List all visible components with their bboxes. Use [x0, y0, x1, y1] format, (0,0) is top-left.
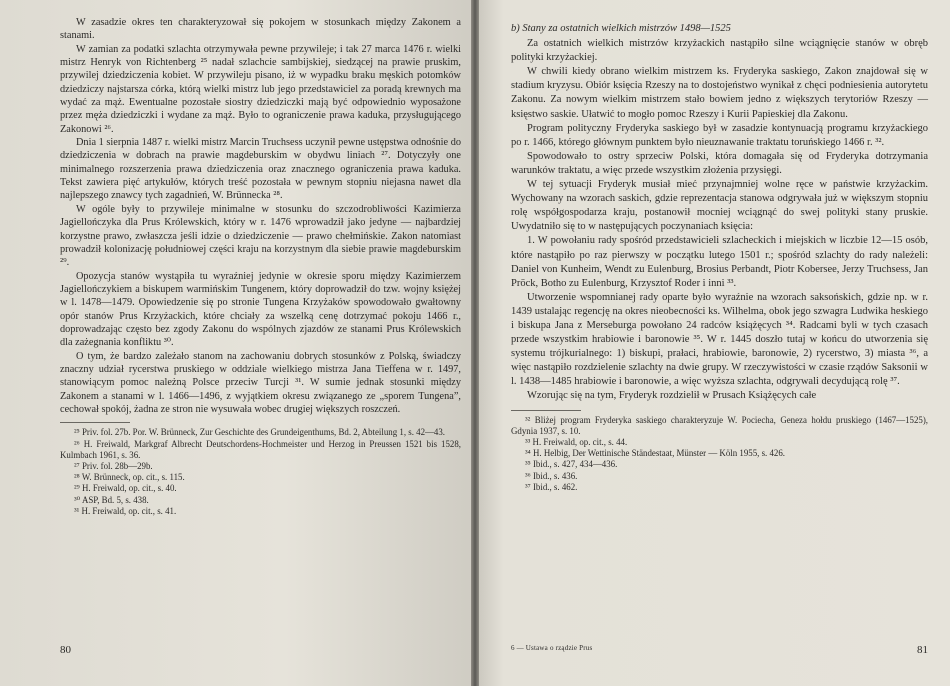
paragraph: Za ostatnich wielkich mistrzów krzyżackich nastąpiło silne wciągnięcie stanów w obręb polityki krzyżackiej.	[511, 38, 928, 64]
paragraph: Opozycja stanów wystąpiła tu wyraźniej jedynie w okresie sporu między Kazimierzem Jagiellończykiem a biskupem warmińskim Tungenem, który doprowadził do tzw. wojny księżej w l. 1478—1479. Opowiedzenie się po stronie Tungena Krzyżaków spowodowało gwałtowny opór stanów Prus Krzyżackich, które chciały za wszelką cenę dotrzymać pokoju 1466 r., doprowadzając często bez zgody Zakonu do wspólnych zjazdów ze stanami Prus Królewskich dla zażegnania konfliktu ³⁰.	[60, 270, 461, 349]
page-number: 81	[917, 644, 928, 656]
footnote: ³⁷ Ibid., s. 462.	[525, 481, 578, 492]
left-footnotes	[60, 427, 461, 517]
footnote-separator	[511, 410, 581, 411]
footnote: ³⁶ Ibid., s. 436.	[525, 470, 578, 481]
paragraph: O tym, że bardzo zależało stanom na zachowaniu dobrych stosunków z Polską, świadczy znaczny udział rycerstwa pruskiego w oddziale wielkiego mistrza Jana Tieffena w r. 1497, stanowiącym pomoc należną Polsce przeciw Turcji ³¹. W sumie jednak stosunki między Zakonem a stanami w l. 1466—1496, z wyjątkiem okresu związanego ze „sporem Tungena”, cechował spokój, żadna ze stron nie wysuwała wobec drugiej większych roszczeń.	[60, 350, 461, 415]
right-page	[475, 0, 950, 686]
section-title: b) Stany za ostatnich wielkich mistrzów 1498—1525	[511, 23, 731, 34]
right-footnotes	[511, 415, 928, 493]
footnote: ³⁰ ASP, Bd. 5, s. 438.	[74, 494, 149, 505]
footnote: ³¹ H. Freiwald, op. cit., s. 41.	[74, 505, 177, 516]
footnote: ²⁶ H. Freiwald, Markgraf Albrecht Deutschordens-Hochmeister und Herzog in Preussen 1521 bis 1528, Kulmbach 1961, s. 36.	[60, 438, 461, 460]
footnote: ²⁸ W. Brünneck, op. cit., s. 115.	[74, 472, 185, 483]
paragraph: W zasadzie okres ten charakteryzował się pokojem w stosunkach między Zakonem a stanami.	[60, 17, 461, 42]
footnote: ³⁵ Ibid., s. 427, 434—436.	[525, 459, 618, 470]
footnote: ³⁴ H. Helbig, Der Wettinische Ständestaat, Münster — Köln 1955, s. 426.	[525, 448, 785, 459]
paragraph: Spowodowało to ostry sprzeciw Polski, która domagała się od Fryderyka dotrzymania warunków traktatu, a więc przede wszystkim złożenia przysięgi.	[511, 150, 928, 176]
paragraph: 1. W powołaniu rady spośród przedstawicieli szlacheckich i miejskich w liczbie 12—15 osób, które nastąpiło po raz pierwszy w początku lutego 1501 r.; spośród szlachty do rady należeli: Daniel von Kunheim, Wendt zu Eulenburg, Brosius Perbandt, Piotr Kobersee, Jerzy Truchsess, Jan Pröck, Botho zu Eulenburg, Krzysztof Roder i inni ³³.	[511, 235, 928, 289]
page-number: 80	[60, 644, 71, 656]
paragraph: W tej sytuacji Fryderyk musiał mieć przynajmniej wolne ręce w państwie krzyżackim. Wychowany na wzorach saskich, gdzie reprezentacja stanowa odgrywała już w większym stopniu rolę współgospodarza kraju, postanowił mocniej wciągnąć do swej polityki stany pruskie. Uwydatniło się to w następujących poczynaniach księcia:	[511, 179, 928, 233]
left-body	[60, 16, 461, 416]
paragraph: Utworzenie wspomnianej rady oparte było wyraźnie na wzorach saksońskich, gdzie np. w r. 1439 ustalając regencję na okres nieobecności ks. Wilhelma, obok jego szwagra Ludwika heskiego i biskupa Jana z Merseburga powołano 24 radców książęcych ³⁴. Radcami byli w tych czasach przede wszystkim hrabiowie i baronowie ³⁵. W r. 1445 doszło tutaj w końcu do utworzenia się systemu trójkurialnego: 1) biskupi, prałaci, hrabiowie, baronowie, 2) rycerstwo, 3) miasta ³⁶, a więc nastąpiło rozdzielenie szlachty na dwie grupy. W rzeczywistości w czasie rządów Saksonii w l. 1438—1485 hrabiowie i baronowie, a więc wyższa szlachta, odgrywali decydującą rolę ³⁷.	[511, 291, 928, 388]
paragraph: W chwili kiedy obrano wielkim mistrzem ks. Fryderyka saskiego, Zakon znajdował się w stadium kryzysu. Obiór księcia Rzeszy na to dostojeństwo wynikał z chęci podniesienia autorytetu Zakonu. Za nowym wielkim mistrzem stało bowiem jedno z większych terytoriów Rzeszy — księstwo saskie. Ułatwić to mogło pomoc Rzeszy i Kurii Papieskiej dla Zakonu.	[511, 66, 928, 120]
footnote: ²⁷ Priv. fol. 28b—29b.	[74, 460, 153, 471]
footnote: ³² Bliżej program Fryderyka saskiego charakteryzuje W. Pociecha, Geneza hołdu pruskiego (1467—1525), Gdynia 1937, s. 10.	[511, 414, 928, 436]
right-body	[511, 37, 928, 403]
footnote: ³³ H. Freiwald, op. cit., s. 44.	[525, 436, 628, 447]
paragraph: Dnia 1 sierpnia 1487 r. wielki mistrz Marcin Truchsess uczynił pewne ustępstwa odnośnie do dziedziczenia w dobrach na prawie magdeburskim w obydwu liniach ²⁷. Dotyczyły one minimalnego rozszerzenia prawa dziedziczenia oraz znacznego ograniczenia prawa kaduka. Tekst zawiera pięć artykułów, których treść pozostała w pewnym stopniu niejasna nawet dla najlepszego znawcy tych zagadnień, W. Brünnecka ²⁸.	[60, 137, 461, 202]
paragraph: Wzorując się na tym, Fryderyk rozdzielił w Prusach Książęcych całe	[527, 390, 817, 402]
paragraph: Program polityczny Fryderyka saskiego był w zasadzie kontynuacją programu krzyżackiego po r. 1466, którego głównym punktem było nieuznawanie traktatu toruńskiego 1466 r. ³².	[511, 122, 928, 148]
footnote: ²⁹ H. Freiwald, op. cit., s. 40.	[74, 483, 177, 494]
footnote: ²⁵ Priv. fol. 27b. Por. W. Brünneck, Zur Geschichte des Grundeigenthums, Bd. 2, Abteilung 1, s. 42—43.	[74, 427, 445, 438]
footnote-separator	[60, 422, 130, 423]
paragraph: W zamian za podatki szlachta otrzymywała pewne przywileje; i tak 27 marca 1476 r. wielki mistrz Henryk von Richtenberg ²⁵ nadał szlachcie sambijskiej, siedzącej na prawie pruskim, przywilej dziedziczenia kobiet. W przywileju pisano, iż w wypadku braku męskich potomków dziedziczy najstarsza córka, którą wielki mistrz lub jego przedstawiciel za poradą krewnych ma wydać za mąż. Ewentualne pozostałe siostry dziedziczki mają być odpowiednio wyposażone przez męża dziedziczki i wydane za mąż. Było to ograniczenie prawa kaduka, przysługującego Zakonowi ²⁶.	[60, 43, 461, 135]
printer-signature: 6 — Ustawa o rządzie Prus	[511, 644, 593, 652]
paragraph: W ogóle były to przywileje minimalne w stosunku do szczodrobliwości Kazimierza Jagiellończyka dla Prus Królewskich, który w r. 1476 wprowadził jako jedyne — najbardziej korzystne prawo, zwłaszcza jeśli idzie o dziedziczenie — prawo chełmińskie. Zakon natomiast prowadził kolonizację południowej części kraju na korzystnym dla siebie prawie magdeburskim ²⁹.	[60, 203, 461, 269]
book-gutter	[471, 0, 479, 686]
